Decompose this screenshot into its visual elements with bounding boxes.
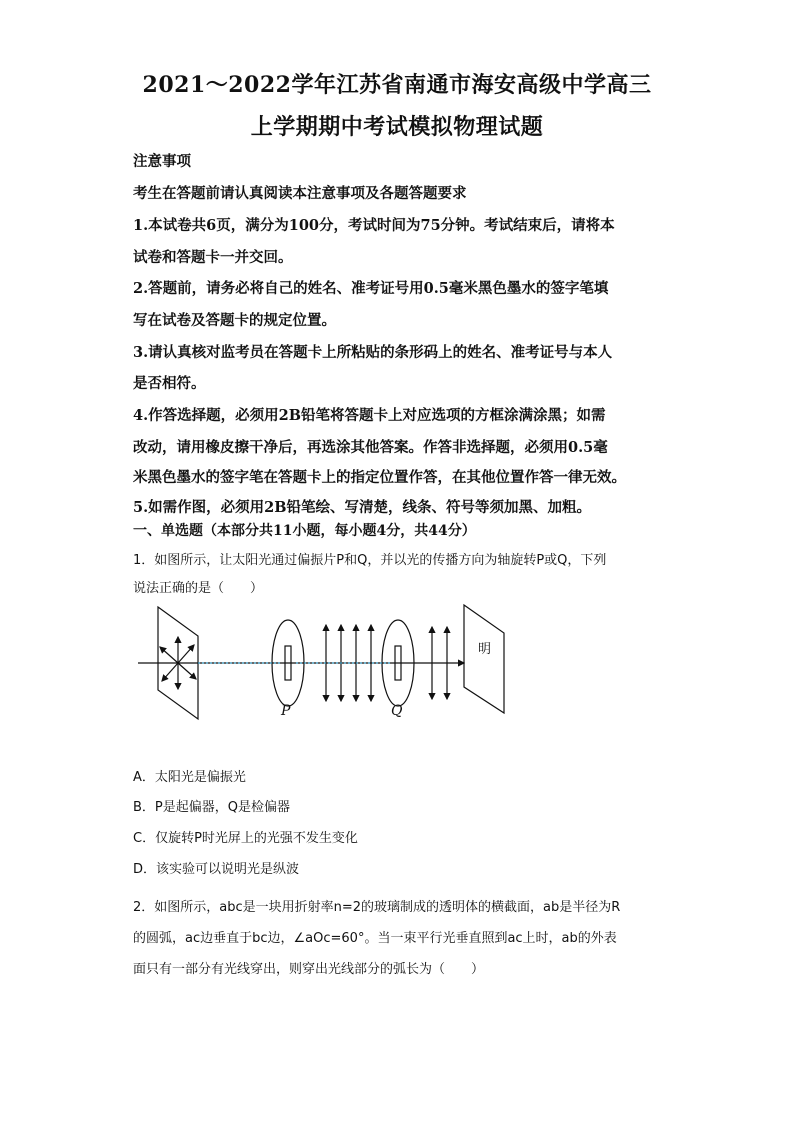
question-1-text: 1．如图所示，让太阳光通过偏振片P和Q，并以光的传播方向为轴旋转P或Q，下列: [133, 553, 607, 568]
notice-line: 4.作答选择题，必须用2B铅笔将答题卡上对应选项的方框涂满涂黑；如需: [133, 407, 606, 424]
notice-line: 米黑色墨水的签字笔在答题卡上的指定位置作答，在其他位置作答一律无效。: [133, 469, 626, 486]
question-2-text: 面只有一部分有光线穿出，则穿出光线部分的弧长为（ ）: [133, 962, 485, 977]
notice-line: 3.请认真核对监考员在答题卡上所粘贴的条形码上的姓名、准考证号与本人: [133, 344, 613, 361]
question-1-text: 说法正确的是（ ）: [133, 581, 264, 596]
option-b: B．P是起偏器，Q是检偏器: [133, 800, 290, 815]
notice-intro: 考生在答题前请认真阅读本注意事项及各题答题要求: [133, 185, 467, 202]
notice-line: 改动，请用橡皮擦干净后，再选涂其他答案。作答非选择题，必须用0.5毫: [133, 439, 608, 456]
option-c: C．仅旋转P时光屏上的光强不发生变化: [133, 831, 358, 846]
notice-line: 试卷和答题卡一并交回。: [133, 249, 293, 266]
section-title: 一、单选题（本部分共11小题，每小题4分，共44分）: [133, 523, 476, 539]
notice-line: 是否相符。: [133, 375, 206, 392]
notice-line: 2.答题前，请务必将自己的姓名、准考证号用0.5毫米黑色墨水的签字笔填: [133, 280, 609, 297]
notice-line: 1.本试卷共6页，满分为100分，考试时间为75分钟。考试结束后，请将本: [133, 217, 615, 234]
notice-line: 5.如需作图，必须用2B铅笔绘、写清楚，线条、符号等须加黑、加粗。: [133, 499, 591, 516]
option-d: D．该实验可以说明光是纵波: [133, 862, 300, 877]
question-2-text: 的圆弧，ac边垂直于bc边，∠aOc=60°。当一束平行光垂直照到ac上时，ab的外表: [133, 931, 617, 946]
label-q: Q: [391, 703, 403, 719]
page-title-line1: 2021～2022学年江苏省南通市海安高级中学高三: [142, 72, 652, 98]
label-screen-bright: 明: [478, 642, 492, 657]
label-p: P: [281, 703, 291, 719]
notice-line: 写在试卷及答题卡的规定位置。: [133, 312, 336, 329]
question-2-text: 2．如图所示，abc是一块用折射率n=2的玻璃制成的透明体的横截面，ab是半径为R: [133, 900, 621, 915]
page-title-line2: 上学期期中考试模拟物理试题: [250, 114, 544, 140]
notice-heading: 注意事项: [133, 153, 191, 170]
option-a: A．太阳光是偏振光: [133, 770, 246, 785]
light-screen: [464, 605, 504, 713]
polarizer-figure: [130, 603, 530, 723]
